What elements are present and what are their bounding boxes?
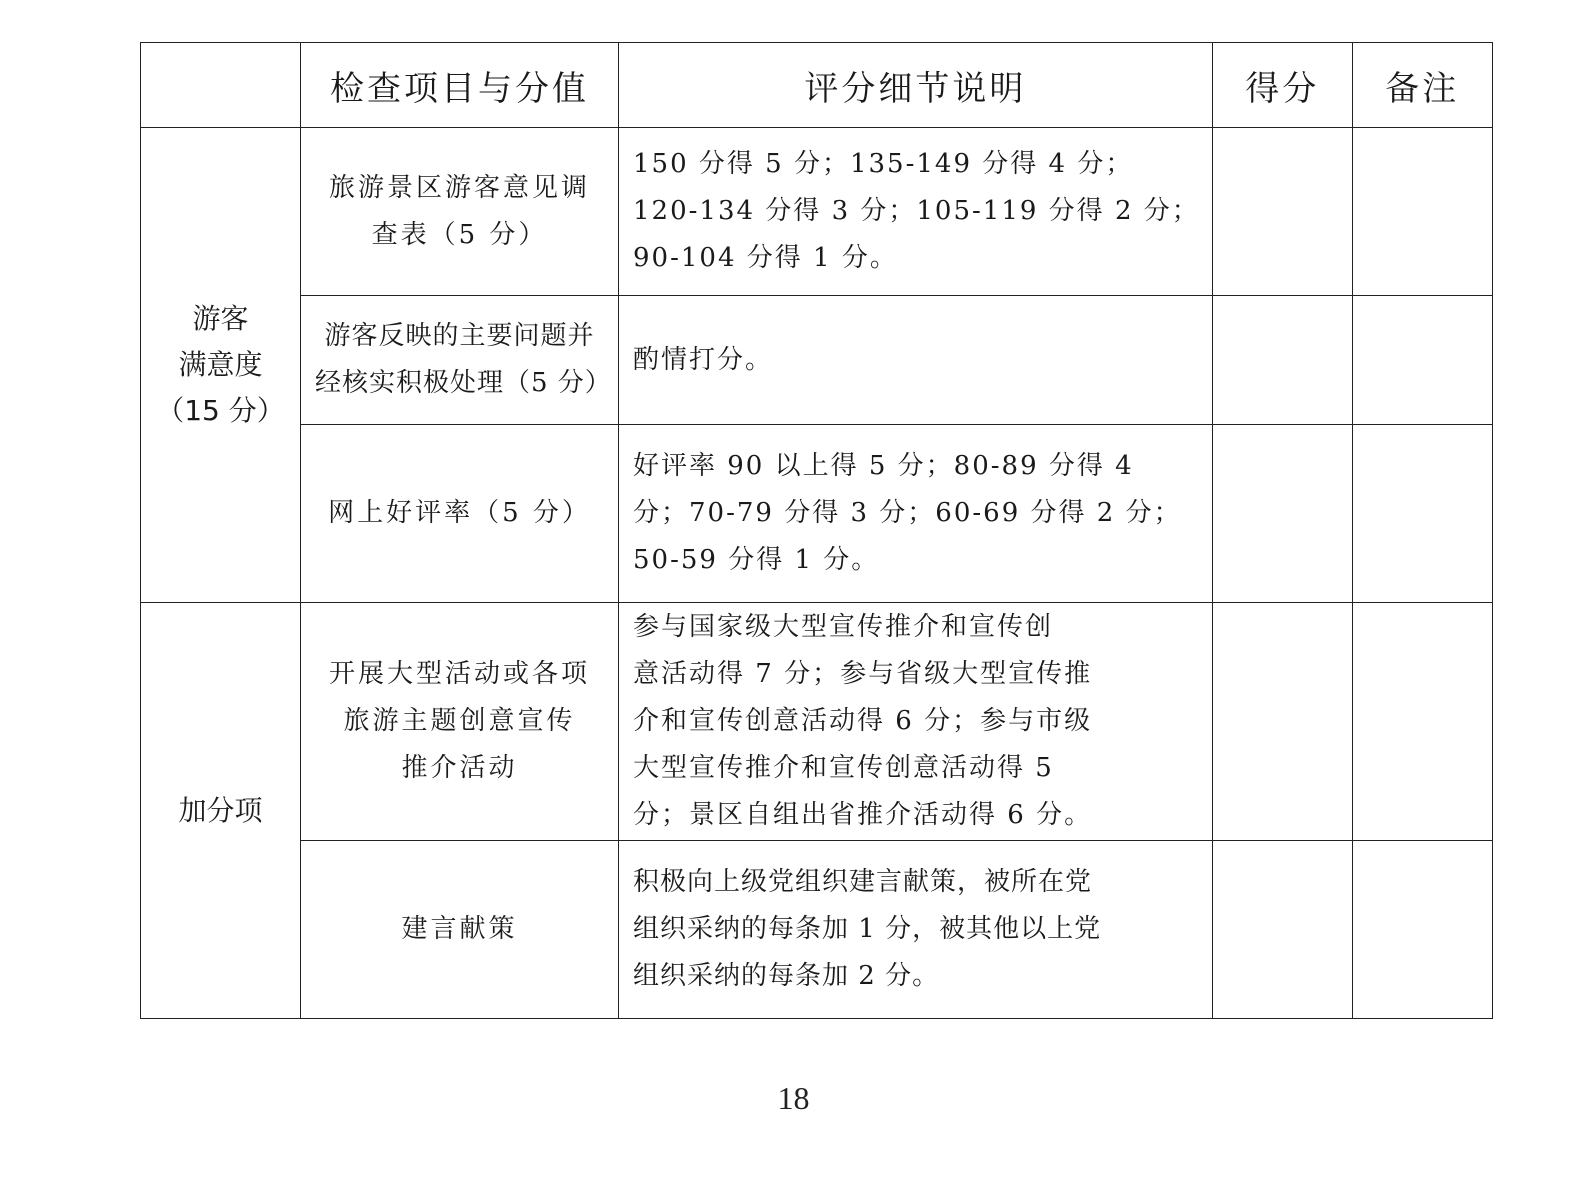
table-row — [141, 128, 1493, 296]
description-cell — [619, 296, 1213, 425]
description-line: 50-59 分得 1 分。 — [633, 545, 880, 575]
note-cell — [1352, 296, 1492, 425]
item-cell — [301, 128, 619, 296]
item-label-line: 建言献策 — [401, 914, 518, 944]
table-row — [141, 603, 1493, 841]
category-label-line: （15 分） — [156, 394, 285, 427]
scoring-table — [140, 42, 1493, 1019]
table-row — [141, 296, 1493, 425]
category-label-line: 加分项 — [178, 793, 263, 827]
note-cell — [1352, 425, 1492, 603]
description-line: 大型宣传推介和宣传创意活动得 5 — [633, 753, 1054, 783]
header-description: 评分细节说明 — [619, 43, 1213, 128]
description-line: 组织采纳的每条加 2 分。 — [633, 961, 940, 991]
description-line: 意活动得 7 分；参与省级大型宣传推 — [633, 659, 1093, 689]
score-cell — [1212, 128, 1352, 296]
header-note: 备注 — [1352, 43, 1492, 128]
item-label-line: 旅游景区游客意见调 — [328, 172, 590, 203]
header-category — [141, 43, 301, 128]
note-cell — [1352, 603, 1492, 841]
page-number: 18 — [777, 1080, 810, 1116]
description-line: 150 分得 5 分；135-149 分得 4 分； — [633, 149, 1134, 179]
score-cell — [1212, 603, 1352, 841]
description-line: 参与国家级大型宣传推介和宣传创 — [633, 612, 1054, 642]
header-row — [141, 43, 1493, 128]
description-cell — [619, 425, 1213, 603]
description-line: 积极向上级党组织建言献策，被所在党 — [633, 867, 1093, 897]
description-line: 120-134 分得 3 分；105-119 分得 2 分； — [633, 196, 1200, 226]
score-cell — [1212, 425, 1352, 603]
description-cell — [619, 841, 1213, 1019]
item-label-line: 网上好评率（5 分） — [328, 498, 591, 528]
item-label-line: 游客反映的主要问题并 — [324, 321, 595, 351]
category-label-line: 游客 — [192, 302, 249, 335]
note-cell — [1352, 841, 1492, 1019]
header-score: 得分 — [1212, 43, 1352, 128]
table-row — [141, 841, 1493, 1019]
item-cell — [301, 296, 619, 425]
item-label-line: 开展大型活动或各项 — [328, 659, 590, 689]
description-line: 90-104 分得 1 分。 — [633, 243, 898, 273]
item-cell — [301, 425, 619, 603]
item-cell — [301, 841, 619, 1019]
description-line: 介和宣传创意活动得 6 分；参与市级 — [633, 706, 1093, 736]
score-cell — [1212, 841, 1352, 1019]
description-line: 好评率 90 以上得 5 分；80-89 分得 4 — [633, 451, 1134, 481]
description-cell — [619, 128, 1213, 296]
category-label-line: 满意度 — [178, 348, 263, 381]
table-row — [141, 425, 1493, 603]
description-line: 酌情打分。 — [633, 344, 774, 375]
score-cell — [1212, 296, 1352, 425]
header-item: 检查项目与分值 — [301, 43, 619, 128]
item-label-line: 经核实积极处理（5 分） — [315, 368, 612, 398]
item-label-line: 推介活动 — [401, 753, 518, 783]
item-cell — [301, 603, 619, 841]
category-cell-satisfaction — [141, 128, 301, 603]
item-label-line: 旅游主题创意宣传 — [343, 706, 576, 736]
note-cell — [1352, 128, 1492, 296]
description-line: 组织采纳的每条加 1 分，被其他以上党 — [633, 914, 1102, 944]
description-line: 分；景区自组出省推介活动得 6 分。 — [633, 800, 1093, 830]
description-cell — [619, 603, 1213, 841]
category-cell-bonus — [141, 603, 301, 1019]
item-label-line: 查表（5 分） — [371, 219, 548, 250]
description-line: 分；70-79 分得 3 分；60-69 分得 2 分； — [633, 498, 1182, 528]
